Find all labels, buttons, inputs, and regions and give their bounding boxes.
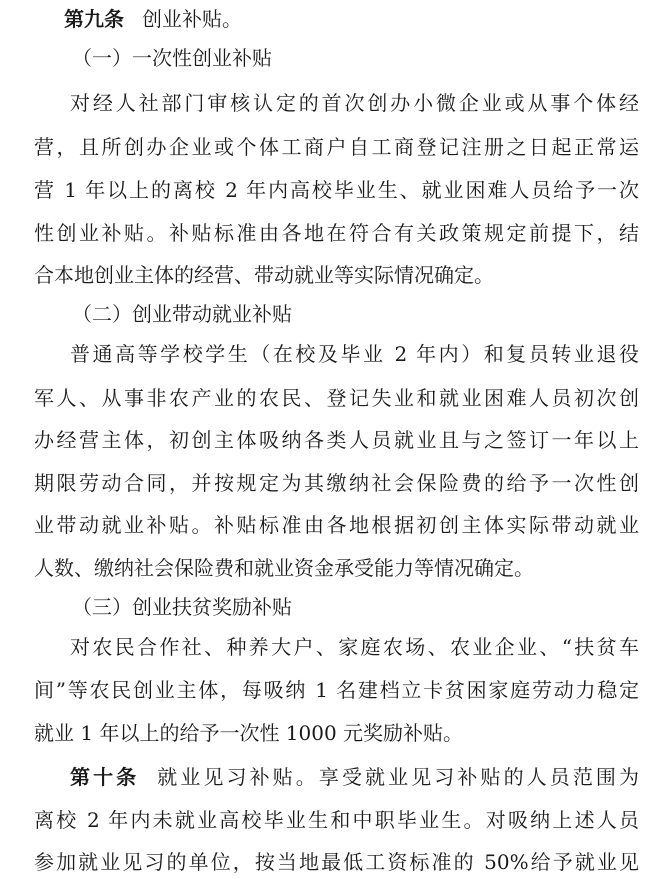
section-2-line: 期限劳动合同，并按规定为其缴纳社会保险费的给予一次性创 xyxy=(34,471,639,495)
article-10-header xyxy=(70,760,639,794)
article-10-line: 参加就业见习的单位，按当地最低工资标准的 50%给予就业见 xyxy=(34,850,639,874)
section-2-line: 办经营主体，初创主体吸纳各类人员就业且与之签订一年以上 xyxy=(34,428,639,452)
article-10-label: 第十条 xyxy=(70,765,140,789)
article-9-label: 第九条 xyxy=(64,7,124,31)
section-2-line: 普通高等学校学生（在校及毕业 2 年内）和复员转业退役 xyxy=(70,342,639,366)
section-3-line: 间”等农民创业主体，每吸纳 1 名建档立卡贫困家庭劳动力稳定 xyxy=(34,678,639,702)
section-1-line: 对经人社部门审核认定的首次创办小微企业或从事个体经 xyxy=(70,91,639,115)
section-1-line: 合本地创业主体的经营、带动就业等实际情况确定。 xyxy=(34,263,494,287)
article-10-first-line: 就业见习补贴。享受就业见习补贴的人员范围为 xyxy=(157,765,640,789)
section-2-heading: （二）创业带动就业补贴 xyxy=(72,302,292,326)
article-10-line: 离校 2 年内未就业高校毕业生和中职毕业生。对吸纳上述人员 xyxy=(34,808,639,832)
section-1-line: 营 1 年以上的离校 2 年内高校毕业生、就业困难人员给予一次 xyxy=(34,178,639,202)
section-3-line: 就业 1 年以上的给予一次性 1000 元奖励补贴。 xyxy=(34,721,464,745)
article-9-header xyxy=(64,2,639,36)
section-3-line: 对农民合作社、种养大户、家庭农场、农业企业、“扶贫车 xyxy=(70,635,639,659)
section-2-line: 军人、从事非农产业的农民、登记失业和就业困难人员初次创 xyxy=(34,386,639,410)
section-3-heading: （三）创业扶贫奖励补贴 xyxy=(72,595,292,619)
section-2-line: 业带动就业补贴。补贴标准由各地根据初创主体实际带动就业 xyxy=(34,513,639,537)
section-1-heading: （一）一次性创业补贴 xyxy=(72,46,272,70)
section-1-line: 营，且所创办企业或个体工商户自工商登记注册之日起正常运 xyxy=(34,135,639,159)
article-9-title: 创业补贴。 xyxy=(142,7,242,31)
section-1-line: 性创业补贴。补贴标准由各地在符合有关政策规定前提下，结 xyxy=(34,221,639,245)
section-2-line: 人数、缴纳社会保险费和就业资金承受能力等情况确定。 xyxy=(34,556,534,580)
